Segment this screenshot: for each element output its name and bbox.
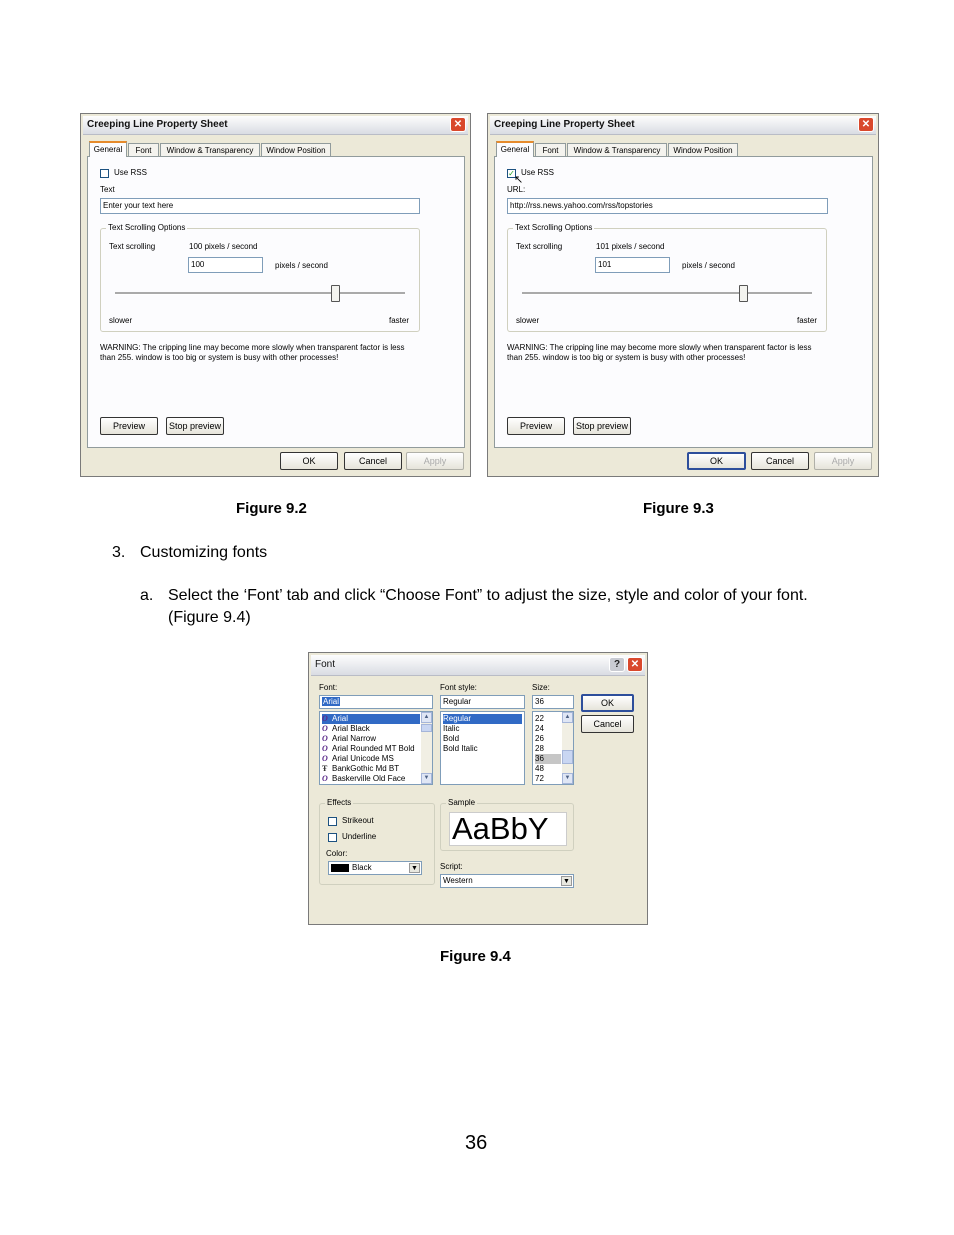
strikeout-label: Strikeout	[342, 816, 374, 825]
cancel-button[interactable]: Cancel	[751, 452, 809, 470]
preview-button[interactable]: Preview	[100, 417, 158, 435]
underline-checkbox[interactable]	[328, 833, 337, 842]
truetype-font-icon: Ŧ	[322, 764, 328, 773]
tab-strip	[89, 143, 419, 157]
size-item[interactable]: 22	[535, 714, 544, 723]
font-list[interactable]	[319, 711, 433, 785]
text-scrolling-label: Text scrolling	[516, 242, 563, 251]
font-list-item[interactable]: O Arial Black	[322, 724, 370, 733]
speed-input[interactable]: 101	[595, 257, 670, 273]
tab-window-position[interactable]: Window Position	[261, 143, 331, 156]
color-swatch	[331, 864, 349, 872]
group-title: Text Scrolling Options	[108, 223, 186, 232]
figure-caption-9-4: Figure 9.4	[440, 948, 511, 965]
slider-max-label: faster	[797, 316, 818, 325]
speed-unit-label: pixels / second	[682, 261, 735, 270]
title-bar[interactable]	[311, 655, 645, 676]
cancel-button[interactable]: Cancel	[344, 452, 402, 470]
font-style-item[interactable]: Bold Italic	[443, 744, 478, 753]
url-label: URL:	[507, 185, 526, 194]
dialog-title: Creeping Line Property Sheet	[494, 119, 635, 130]
property-sheet-dialog-general	[80, 113, 471, 477]
font-style-input[interactable]: Regular	[440, 695, 525, 709]
color-select[interactable]	[328, 861, 422, 875]
substep-letter: a.	[140, 587, 154, 604]
general-tab-panel	[494, 156, 873, 448]
text-scrolling-value: 100 pixels / second	[189, 242, 258, 251]
text-scrolling-options-group	[100, 223, 420, 332]
apply-button[interactable]: Apply	[406, 452, 464, 470]
script-label: Script:	[440, 862, 463, 871]
size-item[interactable]: 28	[535, 744, 544, 753]
tab-window-transparency[interactable]: Window & Transparency	[567, 143, 667, 156]
help-icon[interactable]: ?	[609, 657, 625, 672]
title-bar[interactable]	[490, 116, 876, 135]
opentype-font-icon: O	[322, 774, 328, 783]
page-number: 36	[465, 1132, 488, 1154]
general-tab-panel	[87, 156, 465, 448]
slider-min-label: slower	[516, 316, 540, 325]
use-rss-label: Use RSS	[114, 168, 147, 177]
tab-window-transparency[interactable]: Window & Transparency	[160, 143, 260, 156]
sample-title: Sample	[448, 798, 476, 807]
text-scrolling-label: Text scrolling	[109, 242, 156, 251]
use-rss-checkbox[interactable]	[100, 169, 109, 178]
figure-caption-9-3: Figure 9.3	[643, 500, 714, 517]
step-text: Customizing fonts	[140, 544, 268, 561]
font-style-item[interactable]: Bold	[443, 734, 460, 743]
ok-button[interactable]: OK	[581, 694, 634, 712]
color-value: Black	[352, 863, 372, 872]
speed-slider-track[interactable]	[522, 292, 812, 295]
preview-button[interactable]: Preview	[507, 417, 565, 435]
warning-text: WARNING: The cripping line may become more slowly when transparent factor is less than 255. window is too big or system is busy with other processes!	[100, 343, 405, 362]
size-item[interactable]: 72	[535, 774, 544, 783]
substep-line-1: Select the ‘Font’ tab and click “Choose Font” to adjust the size, style and color of your font.	[168, 587, 808, 604]
size-item[interactable]: 48	[535, 764, 544, 773]
opentype-font-icon: O	[322, 724, 328, 733]
size-label: Size:	[532, 683, 550, 692]
font-name-input[interactable]	[319, 695, 433, 709]
text-label: Text	[100, 185, 115, 194]
script-value: Western	[443, 876, 473, 885]
scroll-thumb[interactable]	[421, 724, 432, 732]
size-item[interactable]: 24	[535, 724, 544, 733]
font-style-item[interactable]: Regular	[443, 714, 522, 724]
scroll-down-icon[interactable]: ▼	[562, 773, 573, 784]
sample-text: AaBbY	[452, 811, 549, 846]
size-input[interactable]: 36	[532, 695, 574, 709]
step-number: 3.	[112, 544, 126, 561]
use-rss-checkbox[interactable]: ✓	[508, 169, 515, 178]
tab-strip	[496, 143, 826, 157]
stop-preview-button[interactable]: Stop preview	[166, 417, 224, 435]
effects-title: Effects	[327, 798, 352, 807]
use-rss-label: Use RSS	[521, 168, 554, 177]
tab-font[interactable]: Font	[535, 143, 566, 156]
opentype-font-icon: O	[322, 714, 328, 723]
speed-slider-thumb[interactable]	[739, 285, 748, 302]
script-select[interactable]	[440, 874, 574, 888]
font-style-label: Font style:	[440, 683, 477, 692]
close-icon[interactable]: ✕	[858, 117, 874, 132]
scroll-thumb[interactable]	[562, 750, 573, 764]
text-scrolling-options-group	[507, 223, 827, 332]
tab-font[interactable]: Font	[128, 143, 159, 156]
opentype-font-icon: O	[322, 754, 328, 763]
ok-button[interactable]: OK	[280, 452, 338, 470]
font-list-item[interactable]: O Arial Rounded MT Bold	[322, 744, 415, 753]
font-style-list[interactable]	[440, 711, 525, 785]
opentype-font-icon: O	[322, 734, 328, 743]
stop-preview-button[interactable]: Stop preview	[573, 417, 631, 435]
effects-group	[319, 798, 435, 885]
close-icon[interactable]: ✕	[627, 657, 643, 672]
size-item[interactable]: 36	[535, 754, 561, 764]
speed-slider-thumb[interactable]	[331, 285, 340, 302]
warning-text: WARNING: The cripping line may become more slowly when transparent factor is less than 255. window is too big or system is busy with other processes!	[507, 343, 812, 362]
text-scrolling-value: 101 pixels / second	[596, 242, 665, 251]
cancel-button[interactable]: Cancel	[581, 715, 634, 733]
slider-min-label: slower	[109, 316, 133, 325]
tab-general[interactable]: General	[496, 141, 534, 157]
font-list-item[interactable]: O Arial Narrow	[322, 734, 377, 743]
underline-label: Underline	[342, 832, 377, 841]
chevron-down-icon[interactable]: ▼	[409, 863, 420, 873]
font-style-item[interactable]: Italic	[443, 724, 460, 733]
chevron-down-icon[interactable]: ▼	[561, 876, 572, 886]
apply-button[interactable]: Apply	[814, 452, 872, 470]
speed-slider-track[interactable]	[115, 292, 405, 295]
scroll-up-icon[interactable]: ▲	[562, 712, 573, 723]
sample-preview	[449, 812, 567, 846]
url-input[interactable]: http://rss.news.yahoo.com/rss/topstories	[507, 198, 828, 214]
font-name-value: Arial	[323, 697, 340, 706]
speed-unit-label: pixels / second	[275, 261, 328, 270]
size-list-scrollbar[interactable]	[562, 712, 573, 784]
font-label: Font:	[319, 683, 338, 692]
tab-window-position[interactable]: Window Position	[668, 143, 738, 156]
dialog-title: Font	[315, 659, 336, 670]
font-list-item[interactable]: O Arial	[322, 714, 420, 724]
size-item[interactable]: 26	[535, 734, 544, 743]
group-title: Text Scrolling Options	[515, 223, 593, 232]
color-label: Color:	[326, 849, 348, 858]
property-sheet-dialog-rss	[487, 113, 879, 477]
ok-button[interactable]: OK	[687, 452, 746, 470]
font-list-item[interactable]: Ŧ BankGothic Md BT	[322, 764, 400, 773]
size-list[interactable]	[532, 711, 574, 785]
sample-group	[440, 798, 574, 851]
text-input[interactable]: Enter your text here	[100, 198, 420, 214]
speed-input[interactable]: 100	[188, 257, 263, 273]
figure-caption-9-2: Figure 9.2	[236, 500, 307, 517]
font-dialog	[308, 652, 648, 925]
mouse-cursor-icon: ↖	[514, 174, 524, 186]
dialog-title: Creeping Line Property Sheet	[87, 119, 228, 130]
font-list-item[interactable]: O Baskerville Old Face	[322, 774, 406, 783]
scroll-down-icon[interactable]: ▼	[421, 773, 432, 784]
slider-max-label: faster	[389, 316, 410, 325]
scroll-up-icon[interactable]: ▲	[421, 712, 432, 723]
opentype-font-icon: O	[322, 744, 328, 753]
title-bar[interactable]	[83, 116, 468, 135]
tab-general[interactable]: General	[89, 141, 127, 157]
substep-line-2: (Figure 9.4)	[168, 609, 251, 626]
font-list-scrollbar[interactable]	[421, 712, 432, 784]
strikeout-checkbox[interactable]	[328, 817, 337, 826]
font-list-item[interactable]: O Arial Unicode MS	[322, 754, 394, 763]
close-icon[interactable]: ✕	[450, 117, 466, 132]
